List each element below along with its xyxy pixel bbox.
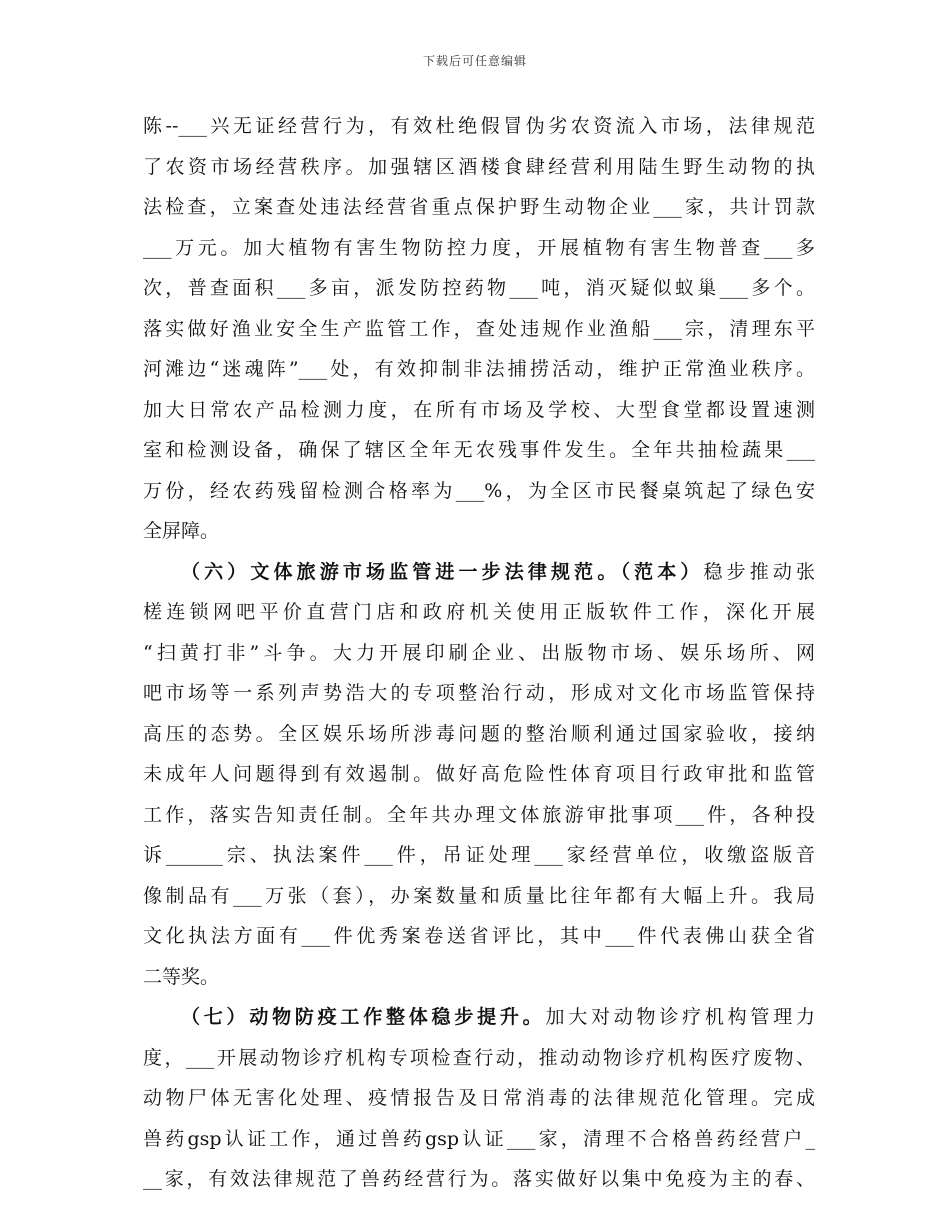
- text-line: 全屏障。: [143, 520, 220, 542]
- text-line: 槎连锁网吧平价直营门店和政府机关使用正版软件工作，深化开展: [143, 601, 815, 623]
- section-heading: （七）动物防疫工作整体稳步提升。: [181, 1006, 546, 1028]
- text-line: 次，普查面积___多亩，派发防控药物___吨，消灭疑似蚁巢___多个。: [143, 277, 815, 299]
- text-line: 兽药gsp认证工作，通过兽药gsp认证___家，清理不合格兽药经营户_: [143, 1127, 815, 1150]
- text-line: 陈--___兴无证经营行为，有效杜绝假冒伪劣农资流入市场，法律规范: [143, 115, 815, 137]
- text-line: __家，有效法律规范了兽药经营行为。落实做好以集中免疫为主的春、: [143, 1168, 815, 1190]
- paragraph-2: [143, 552, 815, 998]
- text-line: 万份，经农药残留检测合格率为___%，为全区市民餐桌筑起了绿色安: [143, 479, 815, 502]
- text-line: 诉______宗、执法案件___件，吊证处理___家经营单位，收缴盗版音: [143, 844, 815, 866]
- text-line: 二等奖。: [143, 965, 220, 988]
- text-line: 加大日常农产品检测力度，在所有市场及学校、大型食堂都设置速测: [143, 398, 815, 421]
- text-line: ___万元。加大植物有害生物防控力度，开展植物有害生物普查___多: [143, 236, 815, 259]
- text-line: 法检查，立案查处违法经营省重点保护野生动物企业___家，共计罚款: [143, 196, 815, 218]
- section-heading-line: [143, 997, 815, 1038]
- document-body: [143, 106, 815, 1200]
- text-line: 度，___开展动物诊疗机构专项检查行动，推动动物诊疗机构医疗废物、: [143, 1046, 815, 1069]
- text-line: 河滩边“迷魂阵”___处，有效抑制非法捕捞活动，维护正常渔业秩序。: [143, 358, 815, 380]
- text-line: 文化执法方面有___件优秀案卷送省评比，其中___件代表佛山获全省: [143, 925, 815, 947]
- paragraph-1: [143, 106, 815, 552]
- heading-line-text: 加大对动物诊疗机构管理力: [545, 1006, 815, 1028]
- heading-line-text: 稳步推动张: [703, 560, 815, 583]
- text-line: “扫黄打非”斗争。大力开展印刷企业、出版物市场、娱乐场所、网: [143, 641, 815, 664]
- paragraph-3: [143, 997, 815, 1200]
- text-line: 落实做好渔业安全生产监管工作，查处违规作业渔船___宗，清理东平: [143, 317, 815, 340]
- text-line: 未成年人问题得到有效遏制。做好高危险性体育项目行政审批和监管: [143, 763, 815, 785]
- section-heading: （六）文体旅游市场监管进一步法律规范。（范本）: [181, 560, 704, 583]
- text-line: 室和检测设备，确保了辖区全年无农残事件发生。全年共抽检蔬果___: [143, 439, 815, 461]
- section-heading-line: [143, 552, 815, 593]
- text-line: 吧市场等一系列声势浩大的专项整治行动，形成对文化市场监管保持: [143, 682, 815, 704]
- text-line: 像制品有___万张（套），办案数量和质量比往年都有大幅上升。我局: [143, 884, 815, 907]
- text-line: 高压的态势。全区娱乐场所涉毒问题的整治顺利通过国家验收，接纳: [143, 722, 815, 745]
- text-line: 了农资市场经营秩序。加强辖区酒楼食肆经营利用陆生野生动物的执: [143, 155, 815, 178]
- text-line: 工作，落实告知责任制。全年共办理文体旅游审批事项___件，各种投: [143, 803, 815, 826]
- text-line: 动物尸体无害化处理、疫情报告及日常消毒的法律规范化管理。完成: [143, 1087, 815, 1109]
- page-header: 下载后可任意编辑: [422, 54, 527, 68]
